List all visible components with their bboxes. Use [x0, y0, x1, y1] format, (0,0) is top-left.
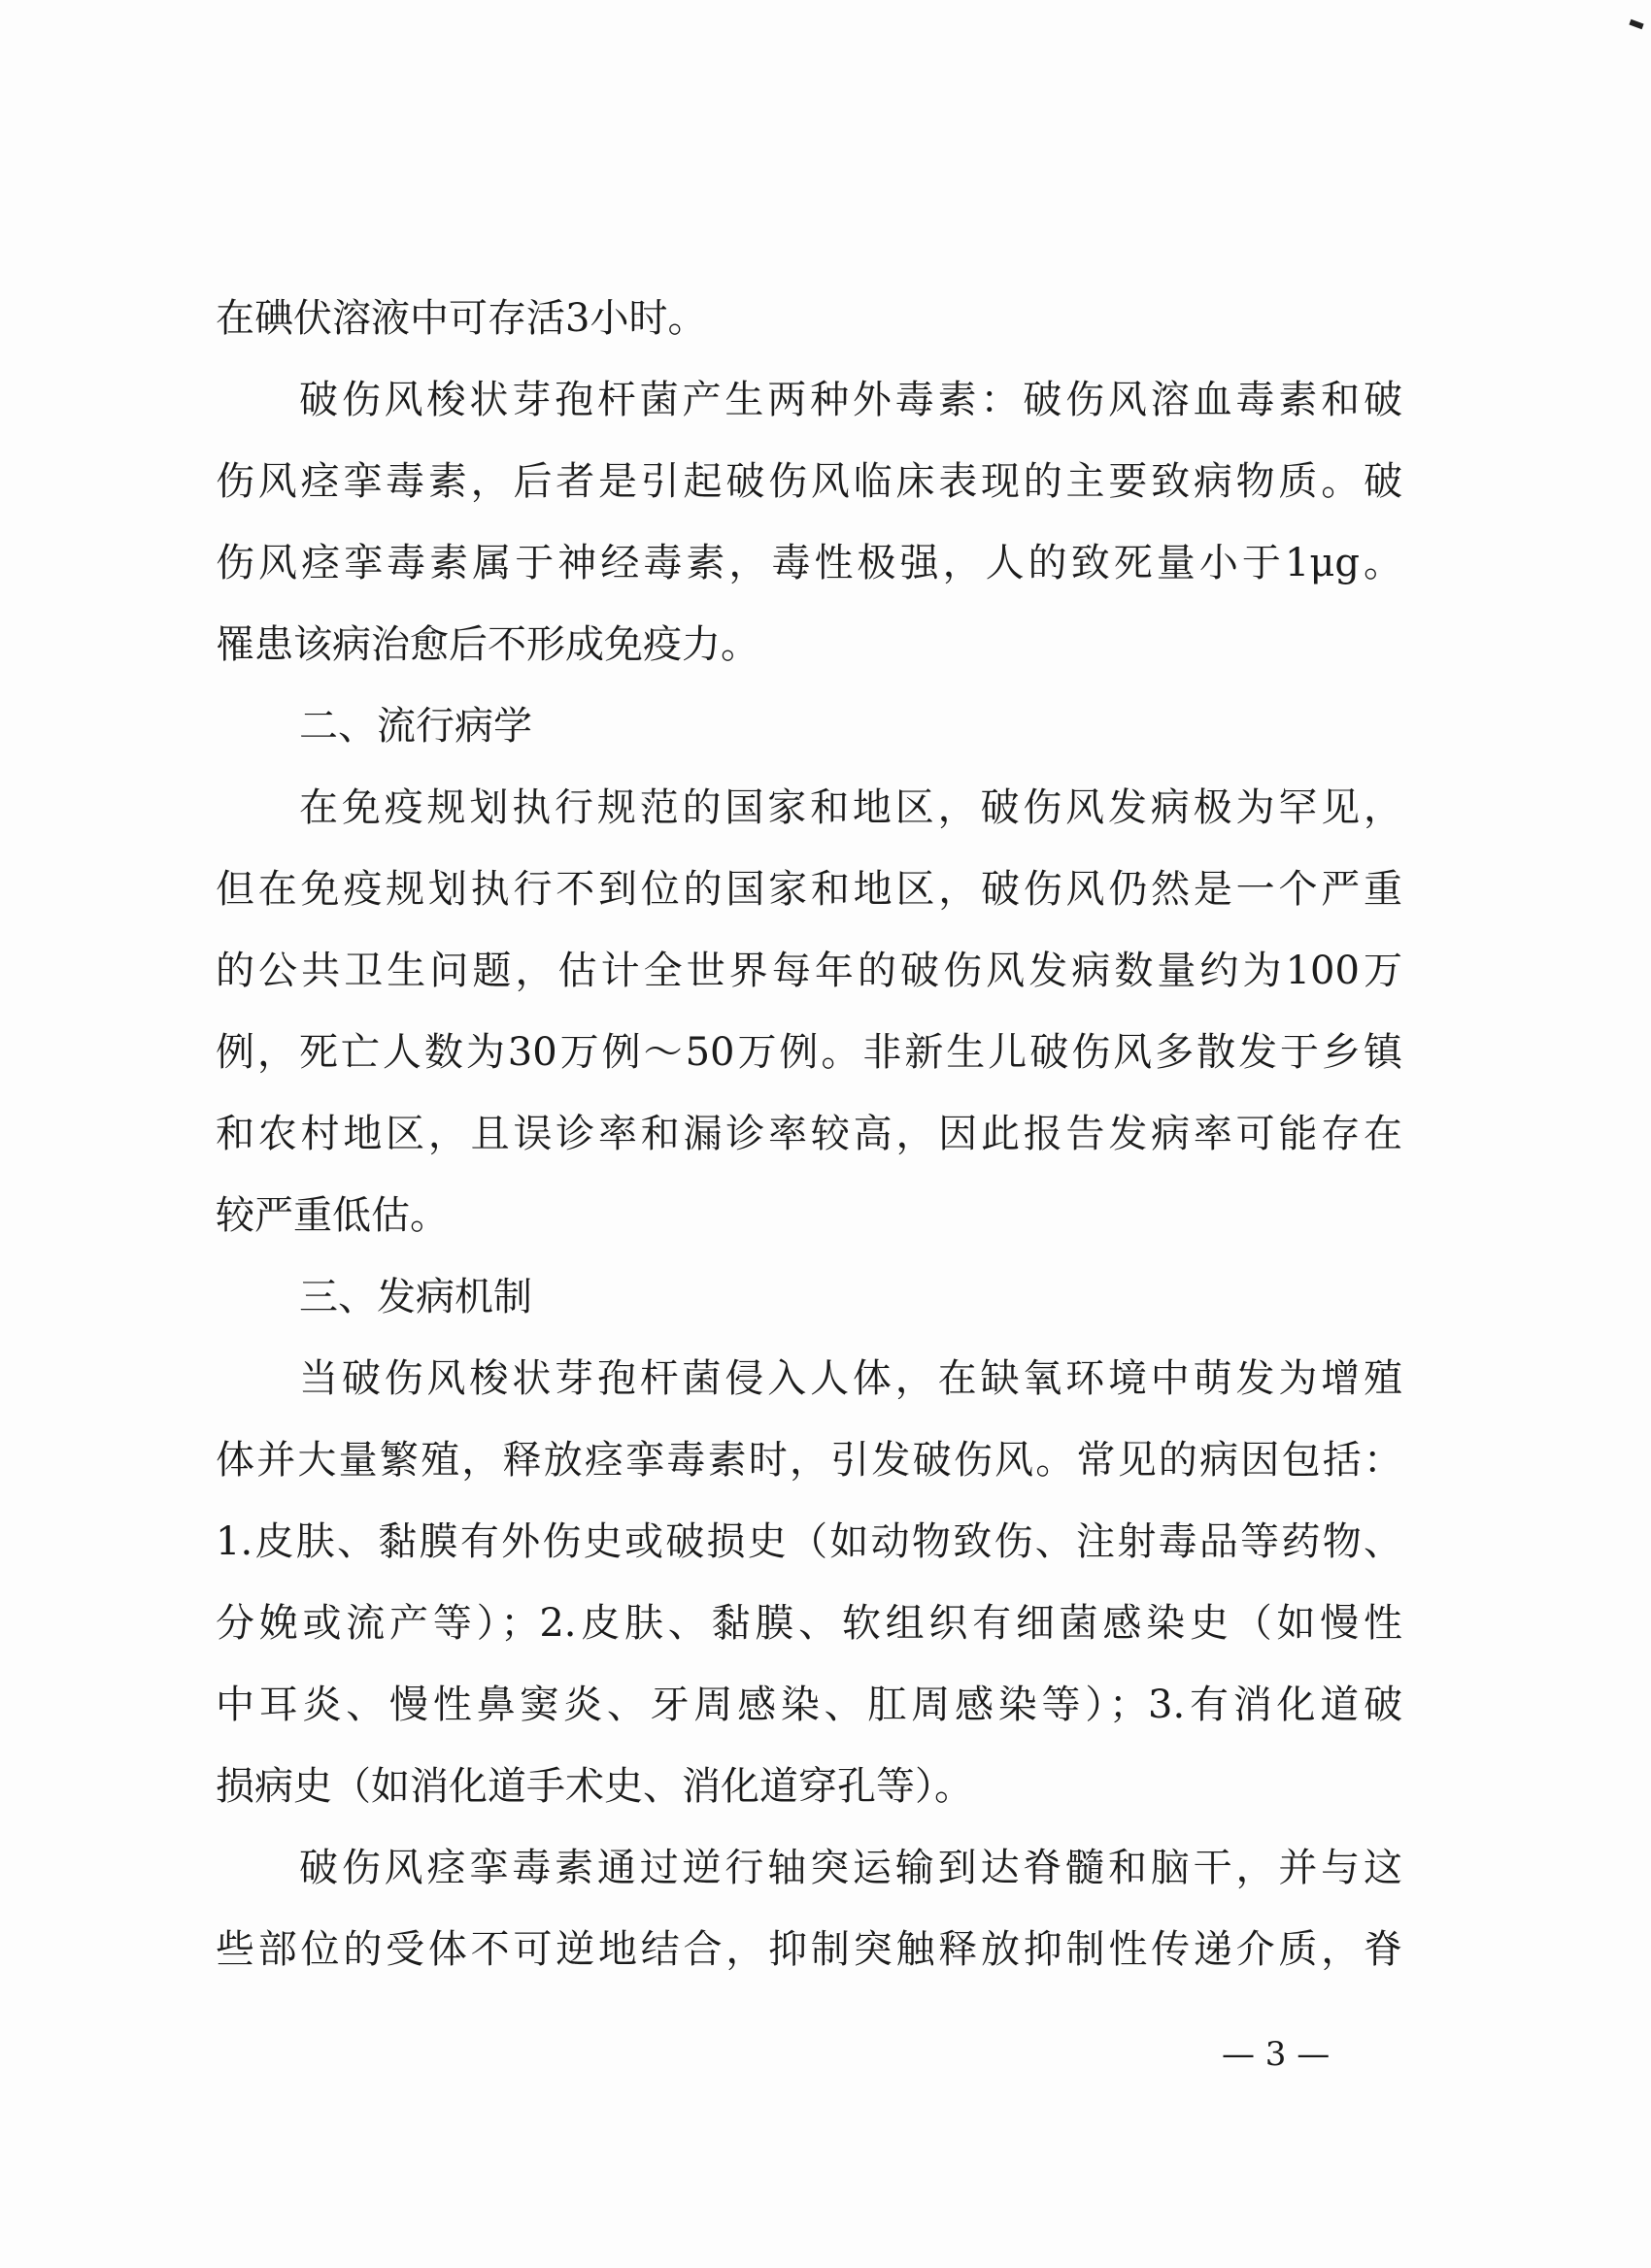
text-line: 破伤风痉挛毒素通过逆行轴突运输到达脊髓和脑干，并与这 — [299, 1846, 1402, 1890]
text-line: 在碘伏溶液中可存活3小时。 — [216, 296, 707, 341]
text-line: 的公共卫生问题，估计全世界每年的破伤风发病数量约为100万 — [216, 949, 1402, 993]
text-line: 破伤风梭状芽孢杆菌产生两种外毒素：破伤风溶血毒素和破 — [299, 378, 1402, 422]
text-line: 在免疫规划执行规范的国家和地区，破伤风发病极为罕见， — [299, 785, 1402, 830]
text-line: 伤风痉挛毒素属于神经毒素，毒性极强，人的致死量小于1μg。 — [216, 541, 1402, 585]
text-line: 例，死亡人数为30万例～50万例。非新生儿破伤风多散发于乡镇 — [216, 1030, 1402, 1075]
paragraph-epidemiology — [216, 767, 1402, 1256]
page-number: — 3 — — [1222, 2035, 1331, 2074]
text-line: 当破伤风梭状芽孢杆菌侵入人体，在缺氧环境中萌发为增殖 — [299, 1356, 1402, 1401]
paragraph-pathogenesis — [216, 1338, 1402, 1827]
text-line: 但在免疫规划执行不到位的国家和地区，破伤风仍然是一个严重 — [216, 867, 1402, 912]
text-line: 些部位的受体不可逆地结合，抑制突触释放抑制性传递介质，脊 — [216, 1927, 1402, 1972]
text-line: 1.皮肤、黏膜有外伤史或破损史（如动物致伤、注射毒品等药物、 — [216, 1519, 1402, 1564]
text-line: 较严重低估。 — [216, 1193, 449, 1238]
section-heading-pathogenesis: 三、发病机制 — [299, 1275, 532, 1319]
paragraph-toxin-mechanism — [216, 1827, 1402, 1990]
paragraph-continuation — [216, 278, 1402, 359]
paragraph-toxins — [216, 359, 1402, 685]
text-line: 伤风痉挛毒素，后者是引起破伤风临床表现的主要致病物质。破 — [216, 459, 1402, 504]
text-line: 和农村地区，且误诊率和漏诊率较高，因此报告发病率可能存在 — [216, 1112, 1402, 1156]
scan-mark — [1629, 19, 1643, 29]
text-line: 分娩或流产等）；2.皮肤、黏膜、软组织有细菌感染史（如慢性 — [216, 1601, 1402, 1646]
section-heading-epidemiology: 二、流行病学 — [299, 704, 532, 749]
text-line: 罹患该病治愈后不形成免疫力。 — [216, 622, 759, 667]
text-line: 损病史（如消化道手术史、消化道穿孔等）。 — [216, 1764, 973, 1809]
text-line: 中耳炎、慢性鼻窦炎、牙周感染、肛周感染等）；3.有消化道破 — [216, 1683, 1402, 1727]
text-line: 体并大量繁殖，释放痉挛毒素时，引发破伤风。常见的病因包括： — [216, 1438, 1402, 1483]
